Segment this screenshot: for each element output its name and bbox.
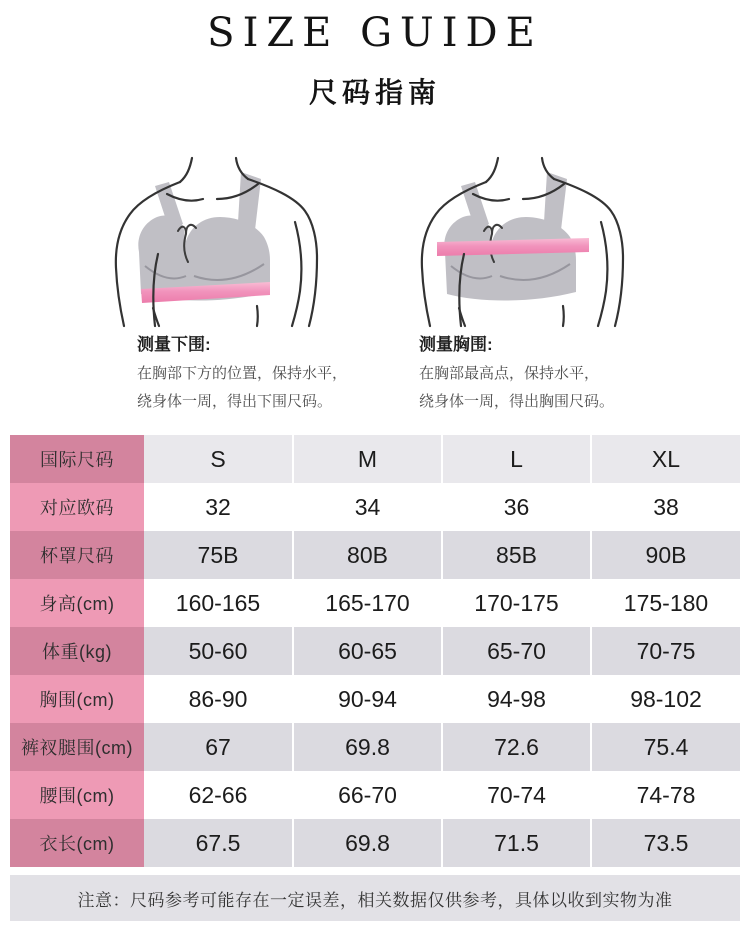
bust-caption-line2: 绕身体一周，得出胸围尺码。 (419, 393, 615, 411)
underbust-caption-heading: 测量下围: (137, 335, 211, 355)
size-guide-page (0, 10, 750, 940)
note-text: 注意：尺码参考可能存在一定误差，相关数据仅供参考，具体以收到实物为准 (77, 890, 673, 910)
table-row (10, 723, 740, 771)
size-cell: 75B (144, 531, 293, 579)
size-cell: 69.8 (293, 723, 442, 771)
size-cell: S (144, 435, 293, 483)
size-cell: 165-170 (293, 579, 442, 627)
size-cell: 73.5 (591, 819, 740, 867)
underbust-caption-line1: 在胸部下方的位置，保持水平， (137, 365, 348, 383)
table-row (10, 435, 740, 483)
row-label: 对应欧码 (10, 483, 144, 531)
row-label: 胸围(cm) (10, 675, 144, 723)
bra-underbust-illustration (105, 156, 325, 328)
underbust-caption-line2: 绕身体一周，得出下围尺码。 (137, 393, 333, 411)
table-row (10, 675, 740, 723)
row-label: 国际尺码 (10, 435, 144, 483)
size-cell: 70-74 (442, 771, 591, 819)
row-label: 杯罩尺码 (10, 531, 144, 579)
table-row (10, 579, 740, 627)
row-label: 体重(kg) (10, 627, 144, 675)
size-cell: 67.5 (144, 819, 293, 867)
size-cell: 70-75 (591, 627, 740, 675)
size-cell: 34 (293, 483, 442, 531)
page-title: SIZE GUIDE (207, 10, 543, 56)
size-cell: 85B (442, 531, 591, 579)
bust-caption-line1: 在胸部最高点，保持水平， (419, 365, 600, 383)
size-cell: 90B (591, 531, 740, 579)
row-label: 身高(cm) (10, 579, 144, 627)
row-label: 衣长(cm) (10, 819, 144, 867)
size-cell: 36 (442, 483, 591, 531)
size-cell: XL (591, 435, 740, 483)
bust-caption-heading: 测量胸围: (419, 335, 493, 355)
size-table (10, 435, 740, 867)
table-row (10, 771, 740, 819)
table-row (10, 819, 740, 867)
measure-guide-underbust (75, 156, 355, 412)
size-cell: 86-90 (144, 675, 293, 723)
size-cell: 38 (591, 483, 740, 531)
size-cell: L (442, 435, 591, 483)
size-cell: 74-78 (591, 771, 740, 819)
page-subtitle: 尺码指南 (308, 77, 441, 108)
row-label: 腰围(cm) (10, 771, 144, 819)
size-cell: 160-165 (144, 579, 293, 627)
size-cell: 62-66 (144, 771, 293, 819)
size-cell: 75.4 (591, 723, 740, 771)
size-cell: 94-98 (442, 675, 591, 723)
size-cell: 32 (144, 483, 293, 531)
table-row (10, 627, 740, 675)
measure-guide-bust (395, 156, 675, 412)
size-cell: 175-180 (591, 579, 740, 627)
size-cell: 98-102 (591, 675, 740, 723)
size-cell: 80B (293, 531, 442, 579)
size-cell: 60-65 (293, 627, 442, 675)
size-cell: 67 (144, 723, 293, 771)
bra-bust-illustration (411, 156, 631, 328)
size-cell: 170-175 (442, 579, 591, 627)
size-cell: M (293, 435, 442, 483)
size-cell: 72.6 (442, 723, 591, 771)
note-bar (10, 875, 740, 921)
bust-caption (395, 334, 675, 412)
size-cell: 50-60 (144, 627, 293, 675)
size-cell: 66-70 (293, 771, 442, 819)
table-row (10, 483, 740, 531)
underbust-caption (75, 334, 355, 412)
size-cell: 69.8 (293, 819, 442, 867)
size-table-body (10, 435, 740, 867)
size-cell: 65-70 (442, 627, 591, 675)
measure-guides (0, 156, 750, 412)
table-row (10, 531, 740, 579)
size-cell: 71.5 (442, 819, 591, 867)
size-cell: 90-94 (293, 675, 442, 723)
row-label: 裤衩腿围(cm) (10, 723, 144, 771)
